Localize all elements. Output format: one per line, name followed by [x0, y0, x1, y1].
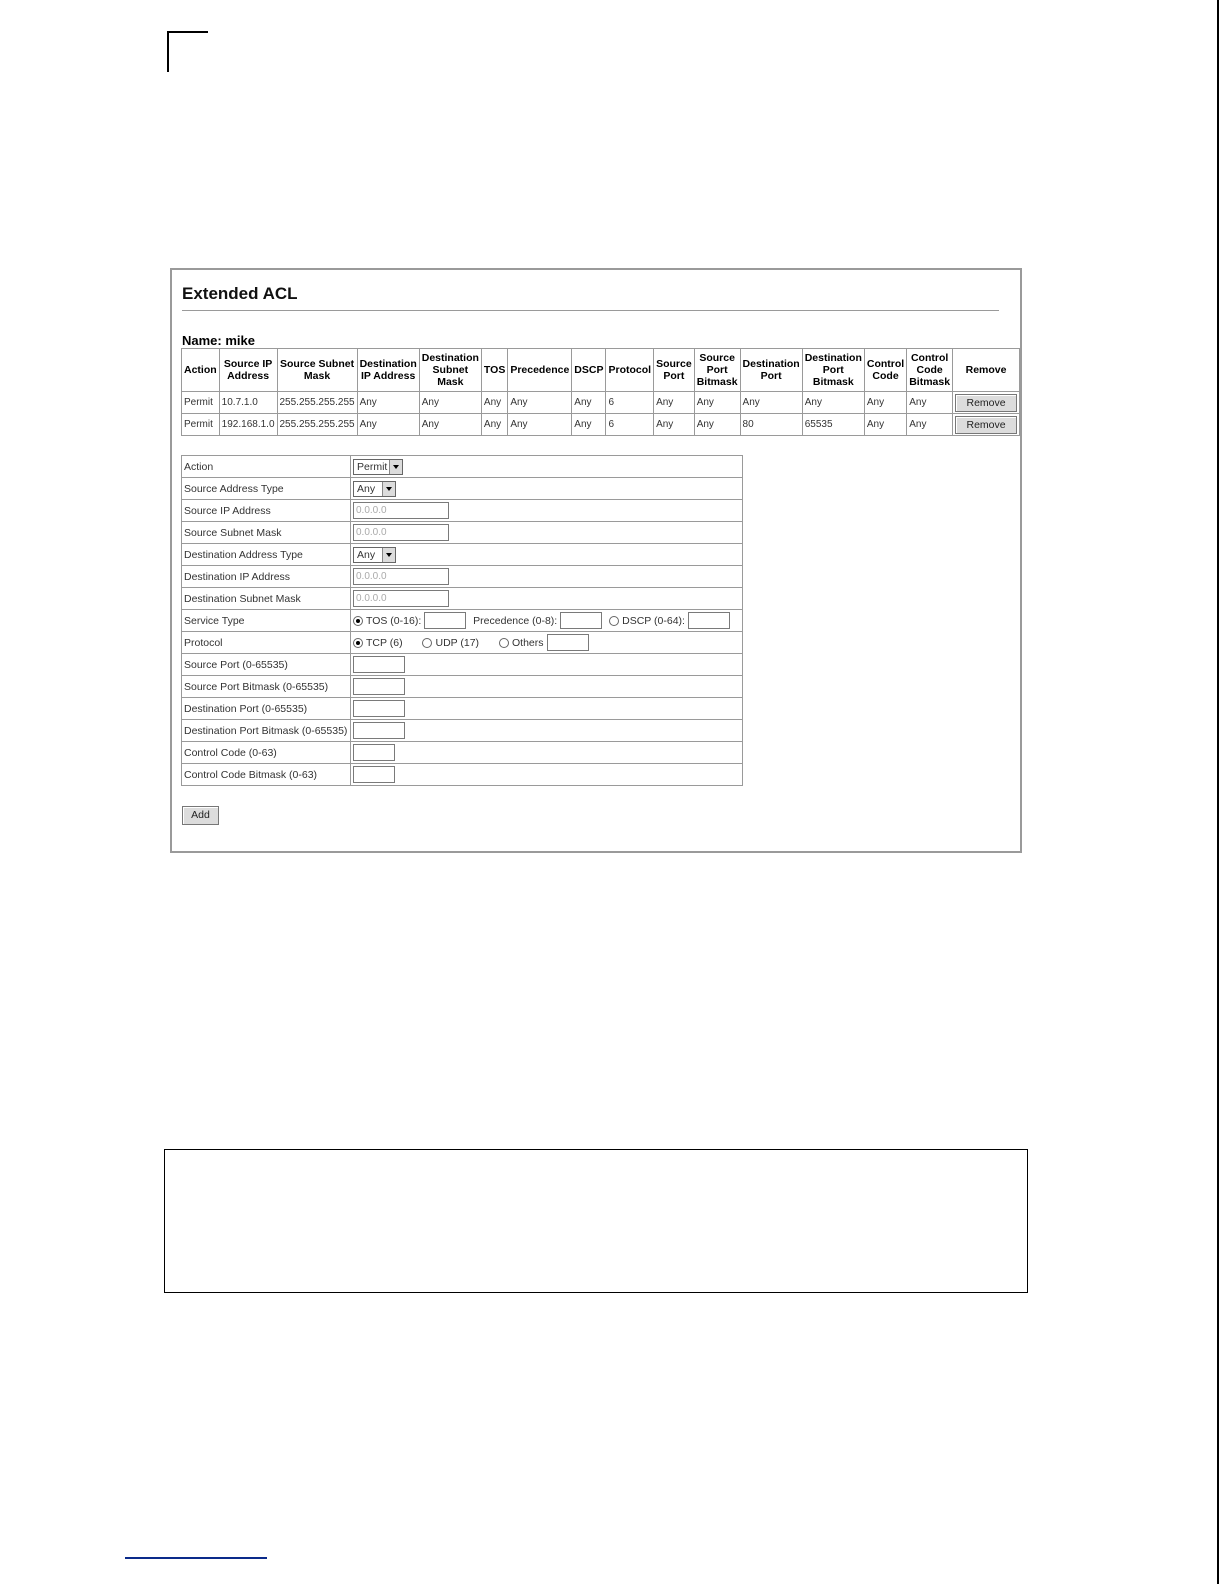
cell-dest-ip: Any	[357, 414, 419, 436]
udp-option[interactable]	[422, 637, 482, 649]
tcp-radio[interactable]	[353, 638, 363, 648]
action-cell	[351, 456, 743, 478]
form-row-source-port	[182, 654, 743, 676]
form-row-control-code	[182, 742, 743, 764]
note-box	[164, 1149, 1028, 1293]
dscp-radio[interactable]	[609, 616, 619, 626]
col-header-source-mask: Source Subnet Mask	[277, 349, 357, 392]
cell-tos: Any	[481, 414, 507, 436]
page-edge-rule	[1217, 0, 1219, 1584]
tcp-option-label: TCP (6)	[366, 636, 403, 649]
cell-source-mask: 255.255.255.255	[277, 414, 357, 436]
form-row-dest-address-type	[182, 544, 743, 566]
chevron-down-icon	[382, 548, 395, 562]
form-row-control-code-bitmask	[182, 764, 743, 786]
acl-name-label: Name: mike	[182, 333, 255, 348]
add-rule-form	[181, 455, 743, 786]
dscp-input[interactable]	[688, 612, 730, 629]
crop-mark-horizontal	[167, 31, 208, 33]
col-header-source-ip: Source IP Address	[219, 349, 277, 392]
dest-mask-label: Destination Subnet Mask	[182, 588, 351, 610]
form-row-action	[182, 456, 743, 478]
cell-control-code: Any	[864, 414, 906, 436]
dest-mask-cell	[351, 588, 743, 610]
dscp-option[interactable]	[609, 612, 730, 629]
cell-source-port: Any	[654, 392, 695, 414]
cell-remove	[953, 414, 1020, 436]
col-header-action: Action	[182, 349, 220, 392]
cell-dest-mask: Any	[419, 414, 481, 436]
source-mask-label: Source Subnet Mask	[182, 522, 351, 544]
dest-port-bitmask-cell	[351, 720, 743, 742]
crop-mark-vertical	[167, 31, 169, 72]
dest-port-bitmask-label: Destination Port Bitmask (0-65535)	[182, 720, 351, 742]
control-code-input[interactable]	[353, 744, 395, 761]
precedence-option[interactable]	[473, 612, 602, 629]
precedence-option-label: Precedence (0-8):	[473, 614, 558, 627]
others-radio[interactable]	[499, 638, 509, 648]
source-port-input[interactable]	[353, 656, 405, 673]
remove-rule-2-button[interactable]: Remove	[955, 416, 1017, 434]
cell-action: Permit	[182, 392, 220, 414]
udp-radio[interactable]	[422, 638, 432, 648]
form-row-dest-mask	[182, 588, 743, 610]
dest-mask-input[interactable]: 0.0.0.0	[353, 590, 449, 607]
source-address-type-cell	[351, 478, 743, 500]
source-port-label: Source Port (0-65535)	[182, 654, 351, 676]
cell-action: Permit	[182, 414, 220, 436]
acl-table-header-row	[182, 349, 1020, 392]
cell-precedence: Any	[508, 392, 572, 414]
form-row-dest-port-bitmask	[182, 720, 743, 742]
cell-dest-port-bitmask: Any	[802, 392, 864, 414]
cell-dest-port: Any	[740, 392, 802, 414]
protocol-label: Protocol	[182, 632, 351, 654]
source-ip-input[interactable]: 0.0.0.0	[353, 502, 449, 519]
others-option-label: Others	[511, 636, 544, 649]
tos-input[interactable]	[424, 612, 466, 629]
control-code-label: Control Code (0-63)	[182, 742, 351, 764]
col-header-remove: Remove	[953, 349, 1020, 392]
cell-source-ip: 10.7.1.0	[219, 392, 277, 414]
source-port-bitmask-label: Source Port Bitmask (0-65535)	[182, 676, 351, 698]
source-ip-cell	[351, 500, 743, 522]
cell-dscp: Any	[572, 414, 606, 436]
dest-port-cell	[351, 698, 743, 720]
dest-port-input[interactable]	[353, 700, 405, 717]
form-row-dest-port	[182, 698, 743, 720]
chevron-down-icon	[389, 460, 402, 474]
cell-precedence: Any	[508, 414, 572, 436]
dest-ip-label: Destination IP Address	[182, 566, 351, 588]
title-divider	[182, 310, 999, 311]
dest-ip-cell	[351, 566, 743, 588]
col-header-protocol: Protocol	[606, 349, 654, 392]
source-mask-cell	[351, 522, 743, 544]
tos-radio[interactable]	[353, 616, 363, 626]
cell-dest-mask: Any	[419, 392, 481, 414]
tcp-option[interactable]	[353, 637, 406, 649]
form-row-service-type	[182, 610, 743, 632]
dest-address-type-cell	[351, 544, 743, 566]
col-header-dest-port: Destination Port	[740, 349, 802, 392]
others-protocol-input[interactable]	[547, 634, 589, 651]
control-code-cell	[351, 742, 743, 764]
col-header-dest-ip: Destination IP Address	[357, 349, 419, 392]
source-mask-input[interactable]: 0.0.0.0	[353, 524, 449, 541]
source-address-type-label: Source Address Type	[182, 478, 351, 500]
chevron-down-icon	[382, 482, 395, 496]
service-type-label: Service Type	[182, 610, 351, 632]
cell-source-port-bitmask: Any	[694, 392, 740, 414]
form-row-source-ip	[182, 500, 743, 522]
cell-protocol: 6	[606, 392, 654, 414]
cell-source-port-bitmask: Any	[694, 414, 740, 436]
remove-rule-1-button[interactable]: Remove	[955, 394, 1017, 412]
cell-remove	[953, 392, 1020, 414]
source-address-type-value: Any	[357, 482, 376, 495]
table-row	[182, 414, 1020, 436]
precedence-input[interactable]	[560, 612, 602, 629]
col-header-precedence: Precedence	[508, 349, 572, 392]
source-ip-label: Source IP Address	[182, 500, 351, 522]
dest-port-label: Destination Port (0-65535)	[182, 698, 351, 720]
dest-address-type-select[interactable]	[353, 547, 396, 563]
col-header-dscp: DSCP	[572, 349, 606, 392]
col-header-control-code: Control Code	[864, 349, 906, 392]
col-header-dest-port-bitmask: Destination Port Bitmask	[802, 349, 864, 392]
col-header-source-port-bitmask: Source Port Bitmask	[694, 349, 740, 392]
action-select[interactable]	[353, 459, 403, 475]
col-header-tos: TOS	[481, 349, 507, 392]
others-option[interactable]	[499, 634, 589, 651]
udp-option-label: UDP (17)	[435, 636, 480, 649]
form-row-source-port-bitmask	[182, 676, 743, 698]
cell-source-mask: 255.255.255.255	[277, 392, 357, 414]
col-header-dest-mask: Destination Subnet Mask	[419, 349, 481, 392]
cell-source-port: Any	[654, 414, 695, 436]
dest-ip-input[interactable]: 0.0.0.0	[353, 568, 449, 585]
cell-protocol: 6	[606, 414, 654, 436]
form-row-protocol	[182, 632, 743, 654]
cell-dscp: Any	[572, 392, 606, 414]
extended-acl-window	[170, 268, 1022, 853]
cell-dest-port: 80	[740, 414, 802, 436]
protocol-cell	[351, 632, 743, 654]
dest-port-bitmask-input[interactable]	[353, 722, 405, 739]
table-row	[182, 392, 1020, 414]
control-code-bitmask-input[interactable]	[353, 766, 395, 783]
col-header-control-code-bitmask: Control Code Bitmask	[907, 349, 953, 392]
control-code-bitmask-label: Control Code Bitmask (0-63)	[182, 764, 351, 786]
dest-address-type-value: Any	[357, 548, 376, 561]
cell-source-ip: 192.168.1.0	[219, 414, 277, 436]
cell-dest-ip: Any	[357, 392, 419, 414]
source-port-cell	[351, 654, 743, 676]
add-rule-button[interactable]: Add	[182, 806, 219, 825]
footer-rule	[125, 1557, 267, 1559]
form-row-dest-ip	[182, 566, 743, 588]
control-code-bitmask-cell	[351, 764, 743, 786]
form-row-source-mask	[182, 522, 743, 544]
cell-dest-port-bitmask: 65535	[802, 414, 864, 436]
dest-address-type-label: Destination Address Type	[182, 544, 351, 566]
form-row-source-address-type	[182, 478, 743, 500]
cell-tos: Any	[481, 392, 507, 414]
cell-control-code: Any	[864, 392, 906, 414]
source-address-type-select[interactable]	[353, 481, 396, 497]
tos-option-label: TOS (0-16):	[366, 614, 422, 627]
col-header-source-port: Source Port	[654, 349, 695, 392]
dscp-option-label: DSCP (0-64):	[622, 614, 685, 627]
source-port-bitmask-cell	[351, 676, 743, 698]
tos-option[interactable]	[353, 612, 466, 629]
page-title: Extended ACL	[182, 284, 298, 303]
service-type-cell	[351, 610, 743, 632]
action-select-value: Permit	[357, 460, 388, 473]
acl-rules-table	[181, 348, 1020, 436]
action-label: Action	[182, 456, 351, 478]
source-port-bitmask-input[interactable]	[353, 678, 405, 695]
cell-control-code-bitmask: Any	[907, 414, 953, 436]
cell-control-code-bitmask: Any	[907, 392, 953, 414]
